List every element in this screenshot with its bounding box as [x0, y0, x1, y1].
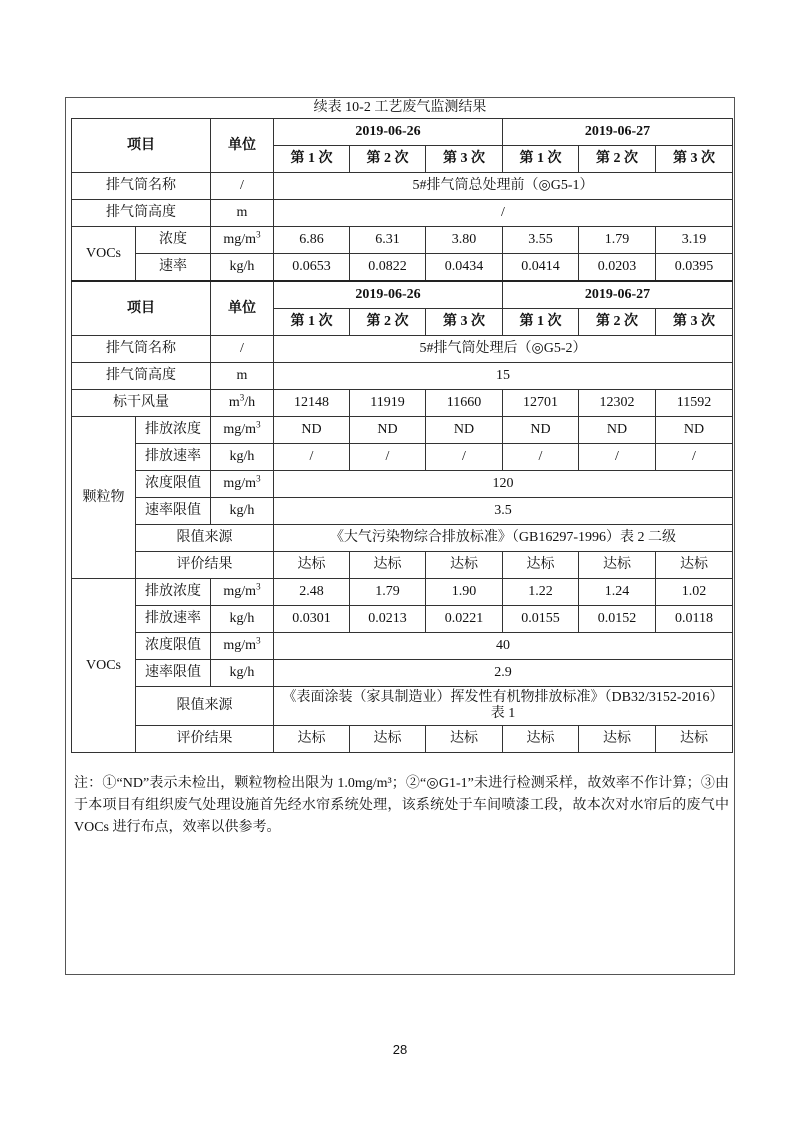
pm-source-value: 《大气污染物综合排放标准》（GB16297-1996）表 2 二级: [274, 525, 733, 552]
t2-stack-height-value: 15: [274, 363, 733, 390]
t2-stack-name-unit: /: [211, 336, 274, 363]
t1-stack-name-unit: /: [211, 173, 274, 200]
voc-conc-limit-value: 40: [274, 633, 733, 660]
pm-eval-cell: 达标: [426, 552, 503, 579]
voc-conc-unit: $mg/m^3$: [211, 579, 274, 606]
voc-eval-cell: 达标: [656, 726, 733, 753]
t2-stack-height-label: 排气筒高度: [72, 363, 211, 390]
t2-flow-cell: 12148: [274, 390, 350, 417]
pm-rate-unit: kg/h: [211, 444, 274, 471]
pm-eval-cell: 达标: [274, 552, 350, 579]
voc-eval-cell: 达标: [426, 726, 503, 753]
voc-conc-cell: 1.24: [579, 579, 656, 606]
t1-run: 第 3 次: [426, 146, 503, 173]
voc-conc-cell: 1.22: [503, 579, 579, 606]
t1-unit-header: 单位: [211, 119, 274, 173]
page-number: 28: [392, 1042, 408, 1057]
t2-flow-cell: 12701: [503, 390, 579, 417]
t2-flow-cell: 11919: [350, 390, 426, 417]
table-caption: 续表 10-2 工艺废气监测结果: [313, 100, 487, 115]
voc-rate-limit-label: 速率限值: [136, 660, 211, 687]
t1-conc-cell: 3.19: [656, 227, 733, 254]
t2-stack-height-unit: m: [211, 363, 274, 390]
monitoring-table: [71, 118, 733, 753]
voc-eval-cell: 达标: [350, 726, 426, 753]
pm-source-row: [72, 525, 733, 552]
t1-rate-label: 速率: [136, 254, 211, 282]
pm-conc-limit-row: [72, 471, 733, 498]
voc-rate-row: [72, 606, 733, 633]
voc-conc-cell: 2.48: [274, 579, 350, 606]
voc-conc-label: 排放浓度: [136, 579, 211, 606]
pm-conc-limit-value: 120: [274, 471, 733, 498]
t1-rate-cell: 0.0434: [426, 254, 503, 282]
pm-rate-cell: /: [656, 444, 733, 471]
t2-run: 第 2 次: [579, 309, 656, 336]
t1-conc-row: [72, 227, 733, 254]
voc-conc-limit-label: 浓度限值: [136, 633, 211, 660]
voc-source-value: [274, 687, 733, 726]
voc-source-line1: 《表面涂装（家具制造业）挥发性有机物排放标准》（DB32/3152-2016）: [282, 690, 724, 705]
voc-rate-unit: kg/h: [211, 606, 274, 633]
voc-rate-cell: 0.0118: [656, 606, 733, 633]
t2-stack-name-row: [72, 336, 733, 363]
t1-conc-cell: 6.86: [274, 227, 350, 254]
t1-conc-cell: 3.80: [426, 227, 503, 254]
voc-rate-label: 排放速率: [136, 606, 211, 633]
t2-item-header: 项目: [72, 281, 211, 336]
pm-conc-limit-unit: $mg/m^3$: [211, 471, 274, 498]
pm-conc-cell: ND: [579, 417, 656, 444]
t2-date1: 2019-06-26: [274, 281, 503, 309]
t1-run: 第 2 次: [579, 146, 656, 173]
pm-rate-limit-row: [72, 498, 733, 525]
pm-rate-label: 排放速率: [136, 444, 211, 471]
t1-conc-label: 浓度: [136, 227, 211, 254]
pm-rate-cell: /: [503, 444, 579, 471]
t1-rate-cell: 0.0414: [503, 254, 579, 282]
voc-source-row: [72, 687, 733, 726]
pm-rate-limit-value: 3.5: [274, 498, 733, 525]
t1-date2: 2019-06-27: [503, 119, 733, 146]
pm-rate-row: [72, 444, 733, 471]
t2-run: 第 2 次: [350, 309, 426, 336]
voc-rate-cell: 0.0155: [503, 606, 579, 633]
voc-rate-limit-value: 2.9: [274, 660, 733, 687]
t1-voc-group: VOCs: [72, 227, 136, 282]
t2-run: 第 1 次: [274, 309, 350, 336]
voc-group: VOCs: [72, 579, 136, 753]
t2-flow-cell: 11660: [426, 390, 503, 417]
t1-stack-name-value: 5#排气筒总处理前（◎G5-1）: [274, 173, 733, 200]
t1-stack-height-label: 排气筒高度: [72, 200, 211, 227]
voc-rate-cell: 0.0213: [350, 606, 426, 633]
t2-stack-name-label: 排气筒名称: [72, 336, 211, 363]
pm-eval-cell: 达标: [503, 552, 579, 579]
t2-flow-unit: $m^3/h$: [211, 390, 274, 417]
t1-run: 第 3 次: [656, 146, 733, 173]
t1-run: 第 1 次: [274, 146, 350, 173]
t2-run: 第 3 次: [656, 309, 733, 336]
pm-source-label: 限值来源: [136, 525, 274, 552]
voc-conc-cell: 1.79: [350, 579, 426, 606]
t1-rate-cell: 0.0822: [350, 254, 426, 282]
t2-stack-name-value: 5#排气筒处理后（◎G5-2）: [274, 336, 733, 363]
t2-stack-height-row: [72, 363, 733, 390]
t1-conc-cell: 1.79: [579, 227, 656, 254]
voc-rate-limit-unit: kg/h: [211, 660, 274, 687]
voc-eval-label: 评价结果: [136, 726, 274, 753]
pm-conc-cell: ND: [503, 417, 579, 444]
t1-stack-height-value: /: [274, 200, 733, 227]
pm-group: 颗粒物: [72, 417, 136, 579]
t2-header-row: [72, 281, 733, 309]
t2-unit-header: 单位: [211, 281, 274, 336]
pm-rate-cell: /: [579, 444, 656, 471]
voc-source-line2: 表 1: [490, 706, 516, 721]
voc-conc-cell: 1.02: [656, 579, 733, 606]
voc-eval-cell: 达标: [274, 726, 350, 753]
t1-stack-height-row: [72, 200, 733, 227]
t1-run: 第 2 次: [350, 146, 426, 173]
t2-run: 第 3 次: [426, 309, 503, 336]
voc-rate-limit-row: [72, 660, 733, 687]
footnote: 注：①“ND”表示未检出，颗粒物检出限为 1.0mg/m³；②“◎G1-1”未进行检测采样，故效率不作计算；③由于本项目有组织废气处理设施首先经水帘系统处理，该系统处于车间喷漆工段，故本次对水帘后的废气中 VOCs 进行布点，效率以供参考。: [74, 776, 729, 835]
voc-rate-cell: 0.0152: [579, 606, 656, 633]
voc-eval-cell: 达标: [579, 726, 656, 753]
t1-item-header: 项目: [72, 119, 211, 173]
t1-stack-name-row: [72, 173, 733, 200]
t1-stack-height-unit: m: [211, 200, 274, 227]
pm-rate-cell: /: [426, 444, 503, 471]
pm-eval-cell: 达标: [350, 552, 426, 579]
pm-rate-cell: /: [350, 444, 426, 471]
pm-eval-label: 评价结果: [136, 552, 274, 579]
pm-eval-row: [72, 552, 733, 579]
t2-flow-cell: 11592: [656, 390, 733, 417]
t1-date1: 2019-06-26: [274, 119, 503, 146]
voc-conc-row: [72, 579, 733, 606]
t2-flow-cell: 12302: [579, 390, 656, 417]
pm-eval-cell: 达标: [656, 552, 733, 579]
t1-rate-unit: kg/h: [211, 254, 274, 282]
pm-conc-limit-label: 浓度限值: [136, 471, 211, 498]
voc-conc-limit-unit: $mg/m^3$: [211, 633, 274, 660]
t1-rate-cell: 0.0395: [656, 254, 733, 282]
voc-conc-cell: 1.90: [426, 579, 503, 606]
t2-flow-label: 标干风量: [72, 390, 211, 417]
t2-date2: 2019-06-27: [503, 281, 733, 309]
pm-conc-cell: ND: [426, 417, 503, 444]
voc-source-label: 限值来源: [136, 687, 274, 726]
t2-flow-row: [72, 390, 733, 417]
pm-conc-cell: ND: [274, 417, 350, 444]
pm-conc-unit: $mg/m^3$: [211, 417, 274, 444]
t1-conc-unit: $mg/m^3$: [211, 227, 274, 254]
voc-eval-cell: 达标: [503, 726, 579, 753]
voc-rate-cell: 0.0221: [426, 606, 503, 633]
t1-conc-cell: 6.31: [350, 227, 426, 254]
t1-rate-cell: 0.0653: [274, 254, 350, 282]
t2-run: 第 1 次: [503, 309, 579, 336]
page-frame: [65, 97, 735, 975]
t1-rate-row: [72, 254, 733, 282]
t1-header-row: [72, 119, 733, 146]
voc-conc-limit-row: [72, 633, 733, 660]
voc-eval-row: [72, 726, 733, 753]
pm-rate-cell: /: [274, 444, 350, 471]
t1-conc-cell: 3.55: [503, 227, 579, 254]
pm-conc-label: 排放浓度: [136, 417, 211, 444]
pm-eval-cell: 达标: [579, 552, 656, 579]
t1-rate-cell: 0.0203: [579, 254, 656, 282]
pm-rate-limit-label: 速率限值: [136, 498, 211, 525]
voc-rate-cell: 0.0301: [274, 606, 350, 633]
t1-run: 第 1 次: [503, 146, 579, 173]
t1-stack-name-label: 排气筒名称: [72, 173, 211, 200]
pm-conc-row: [72, 417, 733, 444]
pm-conc-cell: ND: [656, 417, 733, 444]
pm-rate-limit-unit: kg/h: [211, 498, 274, 525]
pm-conc-cell: ND: [350, 417, 426, 444]
